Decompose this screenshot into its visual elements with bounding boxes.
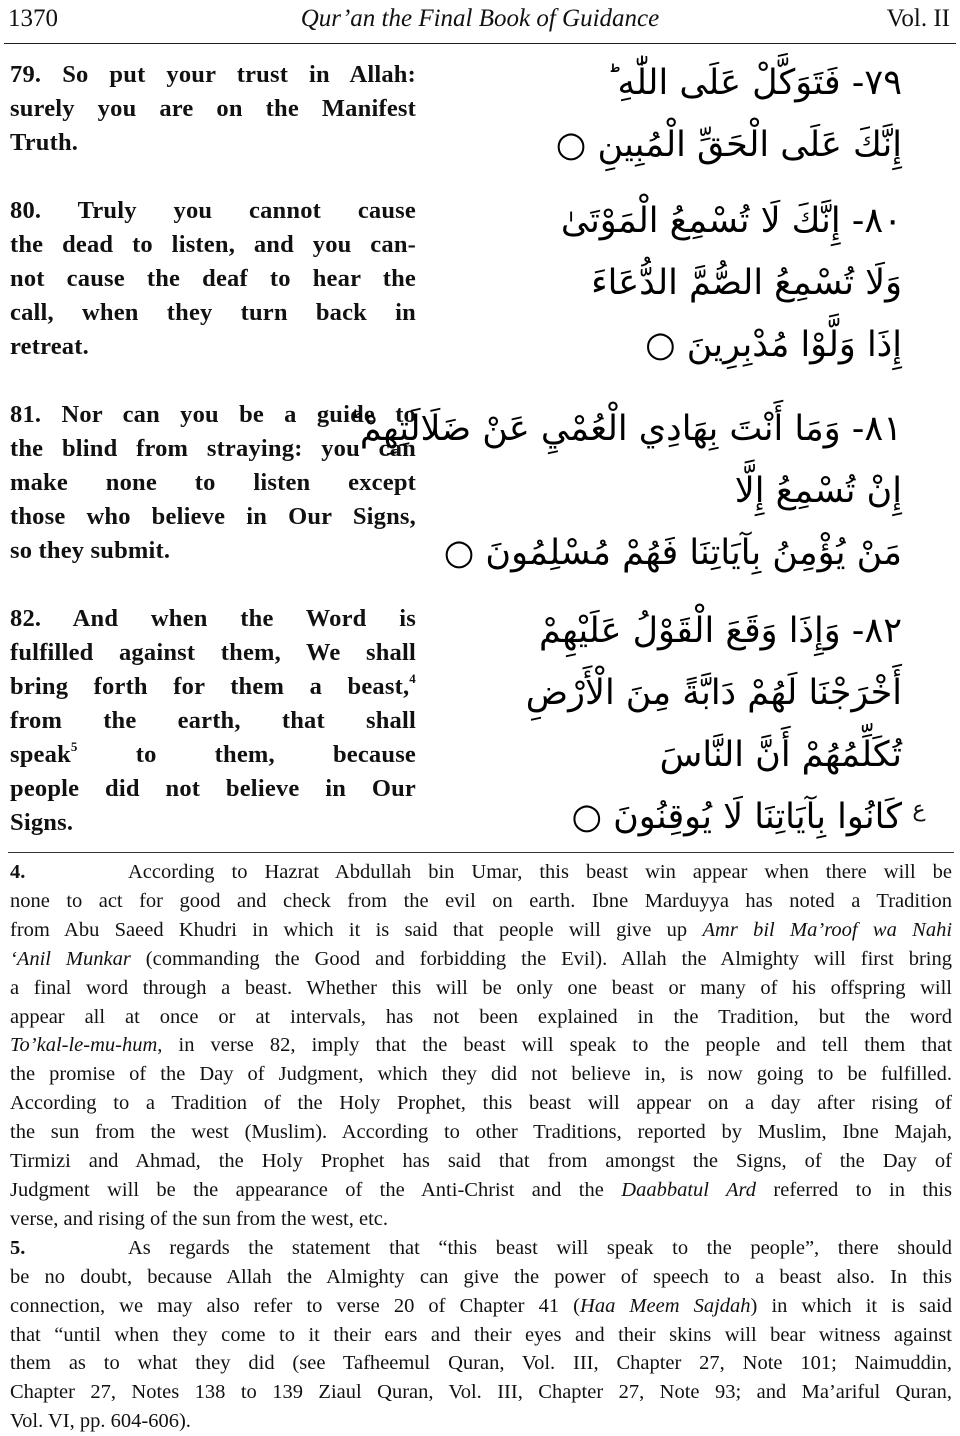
arabic-line: إِنْ تُسْمِعُ إِلَّا <box>734 471 902 511</box>
footnote-line: connection, we may also refer to verse 20 of Chapter 41 (Haa Meem Sajdah) in which it is said <box>10 1294 952 1317</box>
footnote-line: a final word through a beast. Whether this will be only one beast or many of his offspring will <box>10 976 952 999</box>
english-line: the blind from straying: you can <box>10 435 416 462</box>
english-line: fulfilled against them, We shall <box>10 639 416 666</box>
arabic-line: ٧٩- فَتَوَكَّلْ عَلَى اللّٰهِ ؕ <box>606 63 902 103</box>
footnote-line: According to a Tradition of the Holy Prophet, this beast will appear on a day after rising of <box>10 1092 952 1115</box>
footnote-line: To’kal-le-mu-hum, in verse 82, imply that the beast will speak to the people and tell them that <box>10 1034 953 1057</box>
verse-english <box>10 602 416 840</box>
footnote-line: none to act for good and check from the evil on earth. Ibne Marduyya has noted a Tradition <box>10 889 952 912</box>
footnote-line: be no doubt, because Allah the Almighty can give the power of speech to a beast also. In this <box>10 1265 952 1288</box>
footnotes-section <box>10 858 952 1436</box>
footnote-line: verse, and rising of the sun from the west, etc. <box>10 1207 389 1230</box>
running-header <box>8 2 952 36</box>
arabic-line: كَانُوا بِآيَاتِنَا لَا يُوقِنُونَ ○ <box>571 797 902 837</box>
arabic-line: ٨٠- إِنَّكَ لَا تُسْمِعُ الْمَوْتَىٰ <box>560 201 902 241</box>
verse-english <box>10 194 416 364</box>
english-line: from the earth, that shall <box>10 707 416 734</box>
page-number: 1370 <box>8 5 58 32</box>
arabic-line: ٨١- وَمَا أَنْتَ بِهَادِي الْعُمْيِ عَنْ ضَلَالَتِهِمْ ؕ <box>348 409 902 449</box>
footnote-line: Tirmizi and Ahmad, the Holy Prophet has said that from amongst the Signs, of the Day of <box>10 1150 952 1173</box>
english-line: speak$^5$ to them, because <box>10 738 416 768</box>
arabic-line: إِنَّكَ عَلَى الْحَقِّ الْمُبِينِ ○ <box>555 125 902 165</box>
english-line: 79. So put your trust in Allah: <box>10 61 416 88</box>
english-line: Signs. <box>10 809 74 836</box>
footnote-divider <box>8 852 954 853</box>
footnote-line: from Abu Saeed Khudri in which it is said that people will give up Amr bil Ma’roof wa Nahi <box>10 918 953 941</box>
header-divider <box>4 43 956 44</box>
english-line: people did not believe in Our <box>10 775 416 802</box>
footnote-ref-5[interactable]: 5 <box>70 738 78 754</box>
footnote-line: the sun from the west (Muslim). According to other Traditions, reported by Muslim, Ibne Majah, <box>10 1121 952 1144</box>
arabic-line: تُكَلِّمُهُمْ أَنَّ النَّاسَ <box>659 735 902 775</box>
footnote-number: 4. <box>10 861 26 883</box>
footnote-line: appear all at once or at intervals, has not been explained in the Tradition, but the word <box>10 1005 952 1028</box>
footnote-line: Chapter 27, Notes 138 to 139 Ziaul Quran, Vol. III, Chapter 27, Note 93; and Ma’ariful Quran, <box>10 1381 952 1404</box>
english-line: those who believe in Our Signs, <box>10 503 416 530</box>
arabic-line: وَلَا تُسْمِعُ الصُّمَّ الدُّعَاءَ <box>591 263 902 303</box>
english-line: retreat. <box>10 333 89 360</box>
english-line: 80. Truly you cannot cause <box>10 197 416 224</box>
english-line: 82. And when the Word is <box>10 605 416 632</box>
arabic-line: أَخْرَجْنَا لَهُمْ دَابَّةً مِنَ الْأَرْضِ <box>525 673 902 713</box>
footnote-number: 5. <box>10 1236 26 1259</box>
verse-arabic <box>348 398 902 584</box>
arabic-line: إِذَا وَلَّوْا مُدْبِرِينَ ○ <box>645 325 902 365</box>
english-line: so they submit. <box>10 537 171 564</box>
footnote-line: them as to what they did (see Tafheemul Quran, Vol. III, Chapter 27, Note 101; Naimuddin, <box>10 1352 952 1375</box>
verse-arabic <box>472 52 902 176</box>
verse-arabic <box>472 190 902 376</box>
footnote-ref-4[interactable]: 4 <box>409 670 416 686</box>
english-line: bring forth for them a beast,$^4$ <box>10 670 416 700</box>
footnote-line: 5. As regards the statement that “this beast will speak to the people”, there should <box>10 1234 952 1263</box>
english-line: Truth. <box>10 129 79 156</box>
footnote-4 <box>10 858 952 1234</box>
arabic-line: مَنْ يُؤْمِنُ بِآيَاتِنَا فَهُمْ مُسْلِمُونَ ○ <box>443 533 902 573</box>
english-line: make none to listen except <box>10 469 416 496</box>
english-line: 81. Nor can you be a guide to <box>10 401 417 428</box>
ruku-marker: ع <box>912 797 926 822</box>
book-title: Qur’an the Final Book of Guidance <box>300 5 660 32</box>
footnote-line: 4. According to Hazrat Abdullah bin Umar, this beast win appear when there will be <box>10 858 952 887</box>
footnote-line: Judgment will be the appearance of the Anti-Christ and the Daabbatul Ard referred to in this <box>10 1178 952 1201</box>
footnote-5 <box>10 1234 952 1436</box>
footnote-line: ‘Anil Munkar (commanding the Good and forbidding the Evil). Allah the Almighty will first bring <box>10 947 952 970</box>
arabic-line: ٨٢- وَإِذَا وَقَعَ الْقَوْلُ عَلَيْهِمْ <box>539 611 902 651</box>
footnote-line: Vol. VI, pp. 604-606). <box>10 1410 191 1433</box>
verse-english <box>10 58 416 160</box>
footnote-line: the promise of the Day of Judgment, which they did not believe in, is now going to be fulfilled. <box>10 1063 952 1086</box>
english-line: surely you are on the Manifest <box>10 95 416 122</box>
volume-label: Vol. II <box>886 5 950 32</box>
verse-arabic <box>472 600 902 848</box>
footnote-line: that “until when they come to it their ears and their eyes and their skins will bear witness against <box>10 1323 952 1346</box>
verses-section <box>0 58 960 848</box>
english-line: call, when they turn back in <box>10 299 416 326</box>
english-line: the dead to listen, and you can- <box>10 231 416 258</box>
english-line: not cause the deaf to hear the <box>10 265 416 292</box>
